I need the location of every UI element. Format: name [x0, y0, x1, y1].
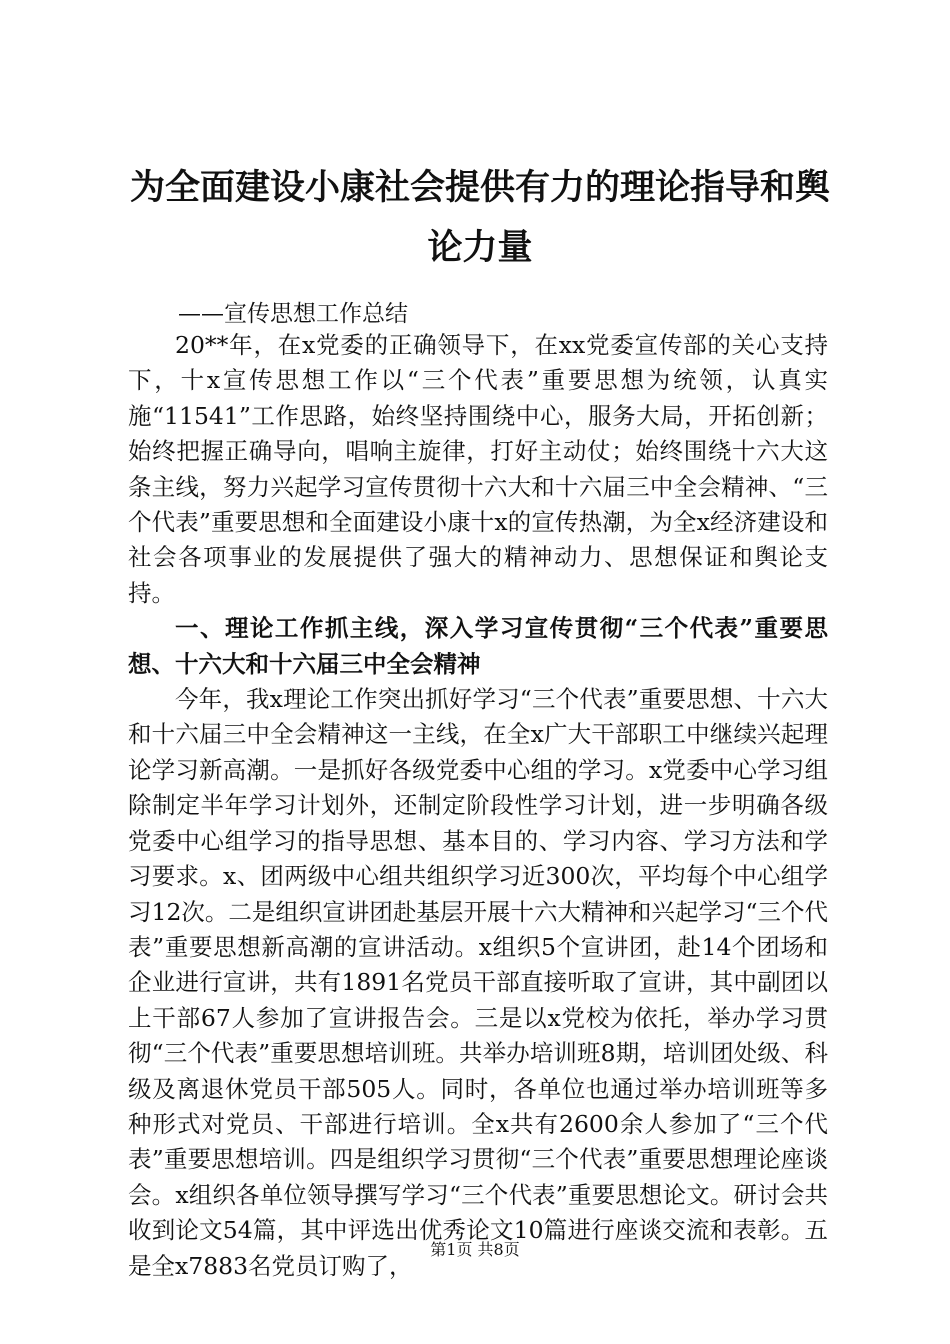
document-title: 为全面建设小康社会提供有力的理论指导和舆论力量 [129, 167, 830, 268]
intro-paragraph: 20**年，在x党委的正确领导下，在xx党委宣传部的关心支持下，十x宣传思想工作以“三个代表”重要思想为统领，认真实施“11541”工作思路，始终坚持围绕中心，服务大局，开拓创新；始终把握正确导向，唱响主旋律，打好主动仗；始终围绕十六大这条主线，努力兴起学习宣传贯彻十六大和十六届三中全会精神、“三个代表”重要思想和全面建设小康十x的宣传热潮，为全x经济建设和社会各项事业的发展提供了强大的精神动力、思想保证和舆论支持。 [128, 331, 828, 607]
section-heading: 一、理论工作抓主线，深入学习宣传贯彻“三个代表”重要思想、十六大和十六届三中全会精神 [128, 614, 828, 678]
body-paragraph: 今年，我x理论工作突出抓好学习“三个代表”重要思想、十六大和十六届三中全会精神这一主线，在全x广大干部职工中继续兴起理论学习新高潮。一是抓好各级党委中心组的学习。x党委中心学习组除制定半年学习计划外，还制定阶段性学习计划，进一步明确各级党委中心组学习的指导思想、基本目的、学习内容、学习方法和学习要求。x、团两级中心组共组织学习近300次，平均每个中心组学习12次。二是组织宣讲团赴基层开展十六大精神和兴起学习“三个代表”重要思想新高潮的宣讲活动。x组织5个宣讲团，赴14个团场和企业进行宣讲，共有1891名党员干部直接听取了宣讲，其中副团以上干部67人参加了宣讲报告会。三是以x党校为依托，举办学习贯彻“三个代表”重要思想培训班。共举办培训班8期，培训团处级、科级及离退休党员干部505人。同时，各单位也通过举办培训班等多种形式对党员、干部进行培训。全x共有2600余人参加了“三个代表”重要思想培训。四是组织学习贯彻“三个代表”重要思想理论座谈会。x组织各单位领导撰写学习“三个代表”重要思想论文。研讨会共收到论文54篇，其中评选出优秀论文10篇进行座谈交流和表彰。五是全x7883名党员订购了， [128, 685, 828, 1280]
page-footer: 第1页 共8页 [430, 1240, 520, 1259]
document-subtitle: ——宣传思想工作总结 [178, 301, 408, 327]
document-body [128, 328, 828, 1284]
